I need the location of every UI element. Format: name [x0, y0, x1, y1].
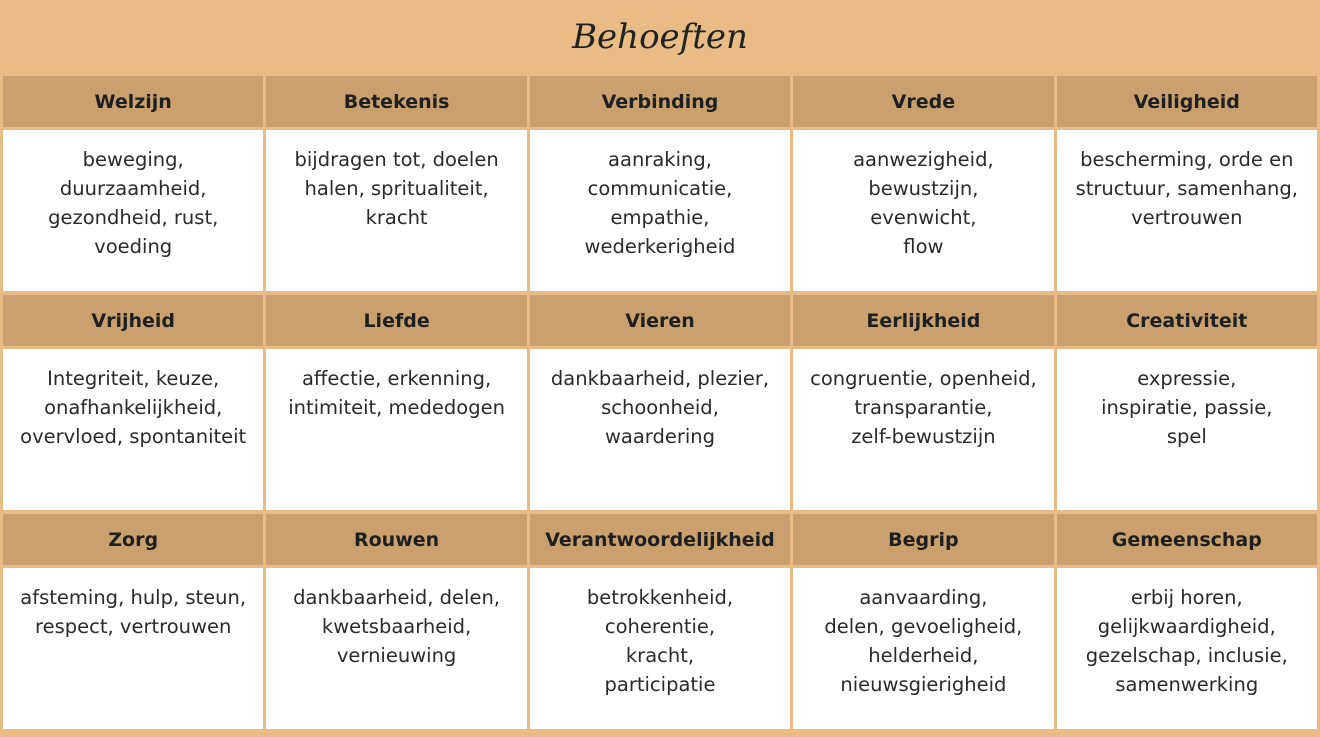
category-needs: bijdragen tot, doelen halen, spritualiteit, kracht — [266, 130, 526, 291]
category-needs: Integriteit, keuze, onafhankelijkheid, overvloed, spontaniteit — [3, 349, 263, 510]
category-needs: beweging, duurzaamheid, gezondheid, rust, voeding — [3, 130, 263, 291]
needs-grid — [3, 76, 1317, 729]
category-header: Verbinding — [530, 76, 790, 127]
category-needs: erbij horen, gelijkwaardigheid, gezelschap, inclusie, samenwerking — [1057, 568, 1317, 729]
category-needs: aanvaarding, delen, gevoeligheid, helderheid, nieuwsgierigheid — [793, 568, 1053, 729]
category-header: Verantwoordelijkheid — [530, 514, 790, 565]
category-header: Vieren — [530, 295, 790, 346]
category-header: Eerlijkheid — [793, 295, 1053, 346]
category-header: Rouwen — [266, 514, 526, 565]
category-header: Vrijheid — [3, 295, 263, 346]
category-needs: dankbaarheid, plezier, schoonheid, waardering — [530, 349, 790, 510]
category-header: Creativiteit — [1057, 295, 1317, 346]
category-needs: affectie, erkenning, intimiteit, mededogen — [266, 349, 526, 510]
category-needs: dankbaarheid, delen, kwetsbaarheid, vernieuwing — [266, 568, 526, 729]
category-needs: bescherming, orde en structuur, samenhang, vertrouwen — [1057, 130, 1317, 291]
category-needs: aanwezigheid, bewustzijn, evenwicht, flow — [793, 130, 1053, 291]
category-header: Zorg — [3, 514, 263, 565]
category-needs: aanraking, communicatie, empathie, wederkerigheid — [530, 130, 790, 291]
category-header: Liefde — [266, 295, 526, 346]
category-header: Vrede — [793, 76, 1053, 127]
category-header: Welzijn — [3, 76, 263, 127]
category-needs: betrokkenheid, coherentie, kracht, participatie — [530, 568, 790, 729]
category-header: Veiligheid — [1057, 76, 1317, 127]
category-header: Gemeenschap — [1057, 514, 1317, 565]
page-title: Behoeften — [572, 17, 748, 57]
category-needs: congruentie, openheid, transparantie, zelf-bewustzijn — [793, 349, 1053, 510]
category-header: Begrip — [793, 514, 1053, 565]
category-header: Betekenis — [266, 76, 526, 127]
category-needs: afsteming, hulp, steun, respect, vertrouwen — [3, 568, 263, 729]
category-needs: expressie, inspiratie, passie, spel — [1057, 349, 1317, 510]
